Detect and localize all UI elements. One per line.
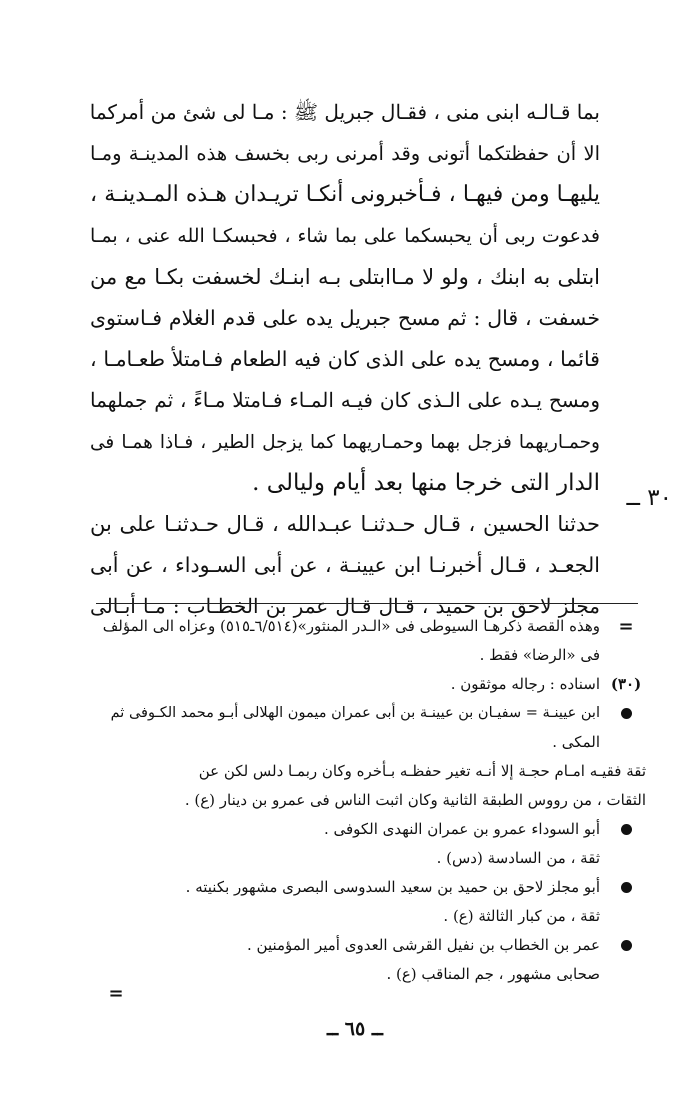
bullet-icon	[606, 931, 646, 961]
footnote-line	[96, 815, 646, 844]
footnote-line	[96, 728, 646, 757]
footnotes	[96, 612, 646, 989]
footnote-line	[96, 960, 646, 989]
footnote-text: أبو مجلز لاحق بن حميد بن سعيد السدوسى البصرى مشهور بكنيته .	[185, 878, 600, 896]
main-line: قائما ، ومسح يده على الذى كان فيه الطعام فـامتلأ طعـامـا ،	[90, 347, 600, 372]
footnote-text: ثقة فقيـه امـام حجـة إلا أنـه تغير حفظـه بـأخره وكان ربمـا دلس لكن عن	[198, 762, 646, 780]
main-text	[90, 92, 600, 627]
footnote-line	[96, 699, 646, 728]
main-line: يليهـا ومن فيهـا ، فـأخبرونى أنكـا تريـدان هـذه المـدينـة ،	[90, 182, 600, 208]
main-line: ابتلى به ابنك ، ولو لا مـاابتلى بـه ابنـك لخسفت بكـا مع من	[90, 264, 600, 289]
bullet-icon	[606, 699, 646, 729]
page-number: ــ ٦٥ ــ	[327, 1018, 383, 1040]
continuation-marker: =	[618, 616, 634, 637]
footnote-line	[96, 641, 646, 670]
footnote-line	[96, 786, 646, 815]
main-line: بما قـالـه ابنى منى ، فقـال جبريل ﷺ : مـا لى شئ من أمركما	[90, 100, 600, 124]
footnote-text: اسناده : رجاله موثقون .	[450, 675, 600, 693]
footnote-text: المكى .	[552, 733, 600, 751]
footnote-text: الثقات ، من رووس الطبقة الثانية وكان اثبت الناس فى عمرو بن دينار (ع) .	[184, 791, 646, 809]
footnote-text: وهذه القصة ذكرهـا السيوطى فى «الـدر المنثور»(٦/٥١٤ـ٥١٥) وعزاه الى المؤلف	[102, 617, 600, 635]
main-line: وحمـاريهما فزجل بهما وحمـاريهما كما يزجل الطير ، فـاذا همـا فى	[90, 431, 600, 453]
hadith-number: ٣٠ ــ	[626, 485, 672, 511]
main-line: الجعـد ، قـال أخبرنـا ابن عيينـة ، عن أبى السـوداء ، عن أبى	[90, 553, 600, 578]
main-line: الا أن حفظتكما أتونى وقد أمرنى ربى بخسف هذه المدينـة ومـا	[90, 142, 600, 166]
main-line: مجلز لاحق بن حميد ، قـال قـال عمر بن الخطـاب : مـا أبـالى	[90, 594, 600, 619]
footnote-line	[96, 844, 646, 873]
bullet-icon	[606, 815, 646, 845]
main-line: فدعوت ربى أن يحبسكما على بما شاء ، فحبسكـا الله عنى ، بمـا	[90, 224, 600, 247]
footnote-divider	[96, 603, 638, 604]
footnote-line	[96, 931, 646, 960]
continuation-marker: =	[108, 983, 124, 1004]
footnote-text: ثقة ، من السادسة (دس) .	[436, 849, 600, 867]
footnote-text: ابن عيينـة = سفيـان بن عيينـة بن أبى عمران ميمون الهلالى أبـو محمد الكـوفى ثم	[110, 705, 600, 721]
main-line: ومسح يـده على الـذى كان فيـه المـاء فـامتلا مـاءً ، ثم جملهما	[90, 388, 600, 413]
footnote-line	[96, 873, 646, 902]
footnote-line	[96, 670, 646, 699]
footnote-text: فى «الرضا» فقط .	[479, 646, 600, 664]
footnote-text: أبو السوداء عمرو بن عمران النهدى الكوفى .	[323, 820, 600, 838]
main-line: الدار التى خرجا منها بعد أيام وليالى .	[252, 469, 600, 496]
main-line: خسفت ، قال : ثم مسح جبريل يده على قدم الغلام فـاستوى	[90, 305, 600, 330]
footnote-line	[96, 612, 646, 641]
main-line: حدثنا الحسين ، قـال حـدثنـا عبـدالله ، قـال حـدثنـا على بن	[90, 511, 600, 536]
footnote-line	[96, 902, 646, 931]
footnote-text: عمر بن الخطاب بن نفيل القرشى العدوى أمير المؤمنين .	[246, 936, 600, 954]
bullet-icon	[606, 873, 646, 903]
footnote-line	[96, 757, 646, 786]
footnote-number: (٣٠)	[610, 675, 642, 693]
footnote-text: ثقة ، من كبار الثالثة (ع) .	[443, 907, 600, 925]
footnote-text: صحابى مشهور ، جم المناقب (ع) .	[386, 965, 600, 983]
